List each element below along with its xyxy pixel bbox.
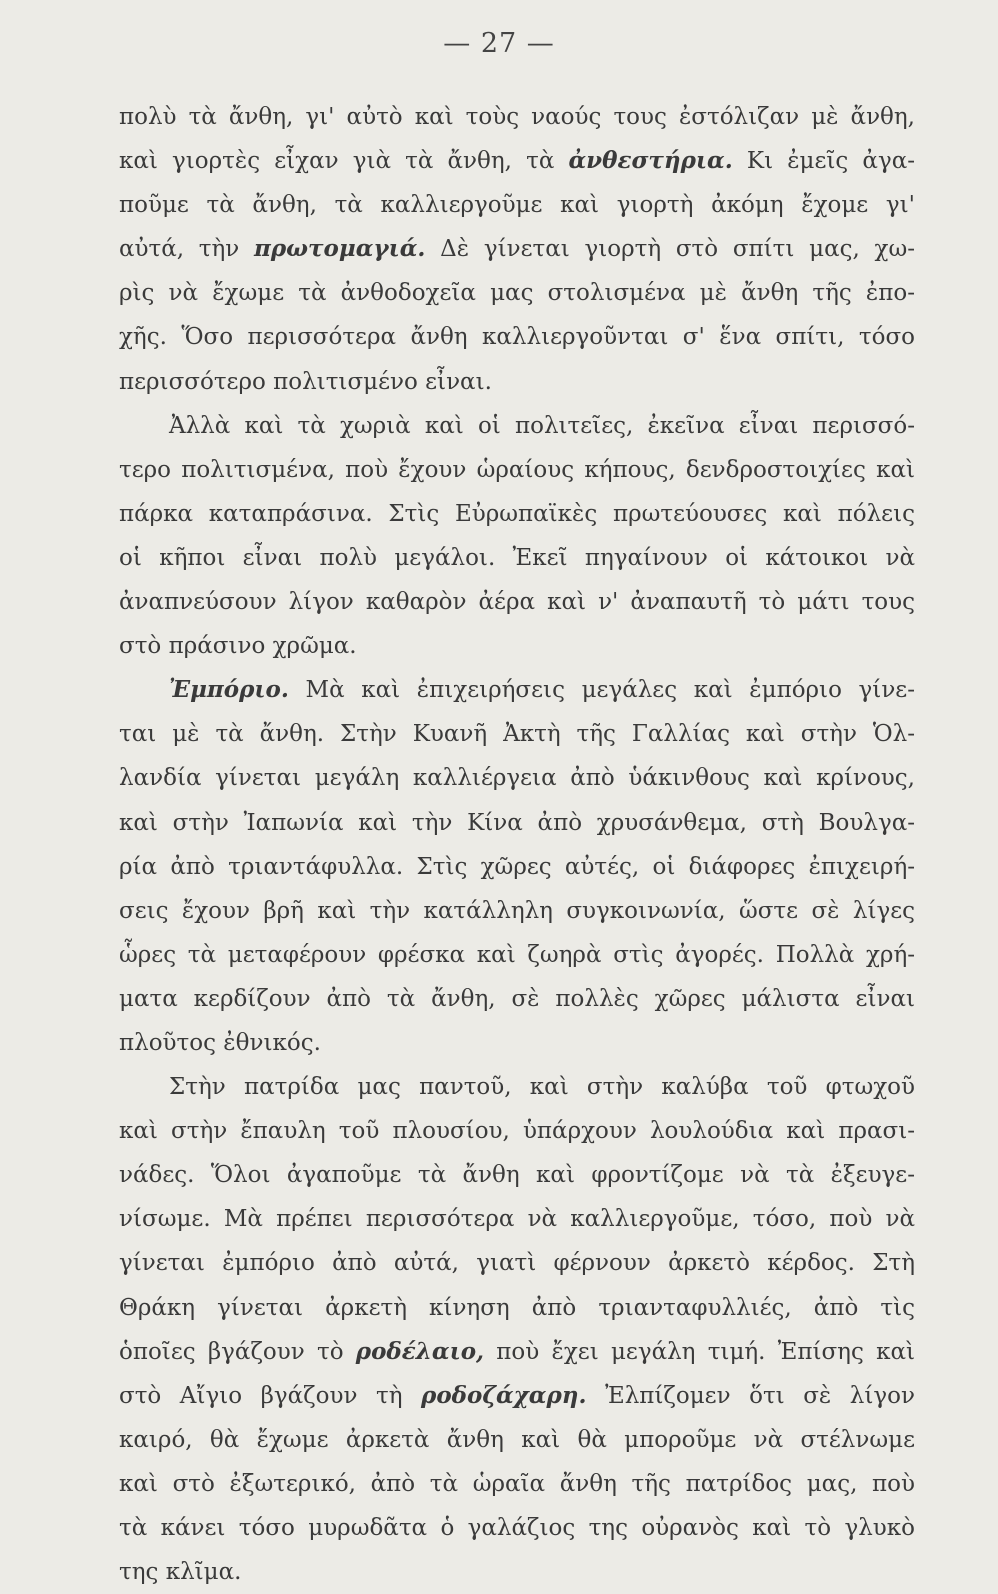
line-text: ποῦμε τὰ ἄνθη, τὰ καλλιεργοῦμε καὶ γιορτὴ ἀκόμη ἔχομε γι' <box>119 192 915 219</box>
text-line <box>119 95 915 139</box>
text-line <box>119 668 915 712</box>
line-text: Θράκη γίνεται ἀρκετὴ κίνηση ἀπὸ τριανταφυλλιές, ἀπὸ τὶς <box>119 1294 915 1321</box>
line-text: καὶ στὸ ἐξωτερικό, ἀπὸ τὰ ὡραῖα ἄνθη τῆς πατρίδος μας, ποὺ <box>119 1470 915 1497</box>
line-text: ρία ἀπὸ τριαντάφυλλα. Στὶς χῶρες αὐτές, οἱ διάφορες ἐπιχειρή- <box>119 853 915 880</box>
line-text: στὸ Αἴγιο βγάζουν τὴ <box>119 1382 422 1409</box>
line-text: καὶ στὴν ἔπαυλη τοῦ πλουσίου, ὑπάρχουν λουλούδια καὶ πρασι- <box>119 1118 915 1145</box>
line-text: ρὶς νὰ ἔχωμε τὰ ἀνθοδοχεῖα μας στολισμένα μὲ ἄνθη τῆς ἐπο- <box>119 280 915 307</box>
text-line <box>119 315 915 359</box>
text-line <box>119 227 915 271</box>
line-text: ὁποῖες βγάζουν τὸ <box>119 1338 356 1365</box>
text-line <box>119 756 915 800</box>
text-line <box>119 845 915 889</box>
text-line <box>119 1418 915 1462</box>
line-text: περισσότερο πολιτισμένο εἶναι. <box>119 368 492 395</box>
text-line <box>119 933 915 977</box>
line-text-continued: Μὰ καὶ ἐπιχειρήσεις μεγάλες καὶ ἐμπόριο γίνε- <box>288 677 915 704</box>
text-line <box>119 492 915 536</box>
text-line <box>119 712 915 756</box>
line-text: στὸ πράσινο χρῶμα. <box>119 633 357 660</box>
text-line <box>119 1065 915 1109</box>
line-text: Στὴν πατρίδα μας παντοῦ, καὶ στὴν καλύβα τοῦ φτωχοῦ <box>169 1074 915 1101</box>
line-text: καὶ γιορτὲς εἶχαν γιὰ τὰ ἄνθη, τὰ <box>119 148 569 175</box>
page-number: — 27 — <box>443 28 555 59</box>
line-text: νίσωμε. Μὰ πρέπει περισσότερα νὰ καλλιεργοῦμε, τόσο, ποὺ νὰ <box>119 1206 915 1233</box>
line-text: πάρκα καταπράσινα. Στὶς Εὐρωπαϊκὲς πρωτεύουσες καὶ πόλεις <box>119 500 915 527</box>
text-line <box>119 889 915 933</box>
line-text: καιρό, θὰ ἔχωμε ἀρκετὰ ἄνθη καὶ θὰ μποροῦμε νὰ στέλνωμε <box>119 1426 915 1453</box>
line-text: τὰ κάνει τόσο μυρωδᾶτα ὁ γαλάζιος της οὐρανὸς καὶ τὸ γλυκὸ <box>119 1515 915 1541</box>
line-text: λανδία γίνεται μεγάλη καλλιέργεια ἀπὸ ὑάκινθους καὶ κρίνους, <box>119 765 915 792</box>
text-line <box>119 1153 915 1197</box>
text-line <box>119 1197 915 1241</box>
text-line <box>119 1330 915 1374</box>
line-text: αὐτά, τὴν <box>119 236 255 263</box>
line-text-continued: ποὺ ἔχει μεγάλη τιμή. Ἐπίσης καὶ <box>484 1338 916 1365</box>
emphasized-term: Ἐμπόριο. <box>169 676 289 704</box>
text-line <box>119 624 915 668</box>
emphasized-term: ἀνθεστήρια. <box>568 147 733 175</box>
line-text: τερο πολιτισμένα, ποὺ ἔχουν ὡραίους κήπους, δενδροστοιχίες καὶ <box>119 456 915 483</box>
line-text: σεις ἔχουν βρῆ καὶ τὴν κατάλληλη συγκοινωνία, ὥστε σὲ λίγες <box>119 897 915 924</box>
line-text: ὧρες τὰ μεταφέρουν φρέσκα καὶ ζωηρὰ στὶς ἀγορές. Πολλὰ χρή- <box>119 941 915 968</box>
line-text: πλοῦτος ἐθνικός. <box>119 1029 321 1056</box>
text-line <box>119 580 915 624</box>
text-line <box>119 536 915 580</box>
emphasized-term: πρωτομαγιά. <box>254 235 426 263</box>
text-line <box>119 1021 915 1065</box>
text-line <box>119 139 915 183</box>
line-text: οἱ κῆποι εἶναι πολὺ μεγάλοι. Ἐκεῖ πηγαίνουν οἱ κάτοικοι νὰ <box>119 544 915 571</box>
text-line <box>119 271 915 315</box>
text-line <box>119 404 915 448</box>
text-line <box>119 977 915 1021</box>
emphasized-term: ροδέλαιο, <box>355 1337 485 1365</box>
text-line <box>119 1109 915 1153</box>
line-text: γίνεται ἐμπόριο ἀπὸ αὐτά, γιατὶ φέρνουν ἀρκετὸ κέρδος. Στὴ <box>119 1250 915 1277</box>
text-line <box>119 1550 915 1594</box>
line-text: ἀναπνεύσουν λίγον καθαρὸν ἀέρα καὶ ν' ἀναπαυτῆ τὸ μάτι τους <box>119 589 915 616</box>
text-line <box>119 1241 915 1285</box>
text-line <box>119 1462 915 1506</box>
line-text: καὶ στὴν Ἰαπωνία καὶ τὴν Κίνα ἀπὸ χρυσάνθεμα, στὴ Βουλγα- <box>119 809 915 836</box>
emphasized-term: ροδοζάχαρη. <box>421 1381 587 1409</box>
line-text-continued: Δὲ γίνεται γιορτὴ στὸ σπίτι μας, χω- <box>425 236 915 263</box>
text-line <box>119 801 915 845</box>
line-text: Ἀλλὰ καὶ τὰ χωριὰ καὶ οἱ πολιτεῖες, ἐκεῖνα εἶναι περισσό- <box>169 412 915 439</box>
line-text-continued: Κι ἐμεῖς ἀγα- <box>732 148 916 175</box>
line-text: χῆς. Ὅσο περισσότερα ἄνθη καλλιεργοῦνται σ' ἕνα σπίτι, τόσο <box>119 324 915 351</box>
line-text: της κλῖμα. <box>119 1559 242 1586</box>
text-line <box>119 1506 915 1550</box>
line-text: πολὺ τὰ ἄνθη, γι' αὐτὸ καὶ τοὺς ναούς τους ἐστόλιζαν μὲ ἄνθη, <box>119 104 915 130</box>
line-text: νάδες. Ὅλοι ἀγαποῦμε τὰ ἄνθη καὶ φροντίζομε νὰ τὰ ἐξευγε- <box>119 1162 915 1189</box>
text-line <box>119 1374 915 1418</box>
line-text-continued: Ἐλπίζομεν ὅτι σὲ λίγον <box>586 1382 915 1409</box>
text-line <box>119 183 915 227</box>
text-line <box>119 448 915 492</box>
text-line <box>119 360 915 404</box>
line-text: ται μὲ τὰ ἄνθη. Στὴν Κυανῆ Ἀκτὴ τῆς Γαλλίας καὶ στὴν Ὁλ- <box>119 721 915 748</box>
text-line <box>119 1286 915 1330</box>
line-text: ματα κερδίζουν ἀπὸ τὰ ἄνθη, σὲ πολλὲς χῶρες μάλιστα εἶναι <box>119 985 915 1012</box>
body-text <box>119 95 915 1594</box>
